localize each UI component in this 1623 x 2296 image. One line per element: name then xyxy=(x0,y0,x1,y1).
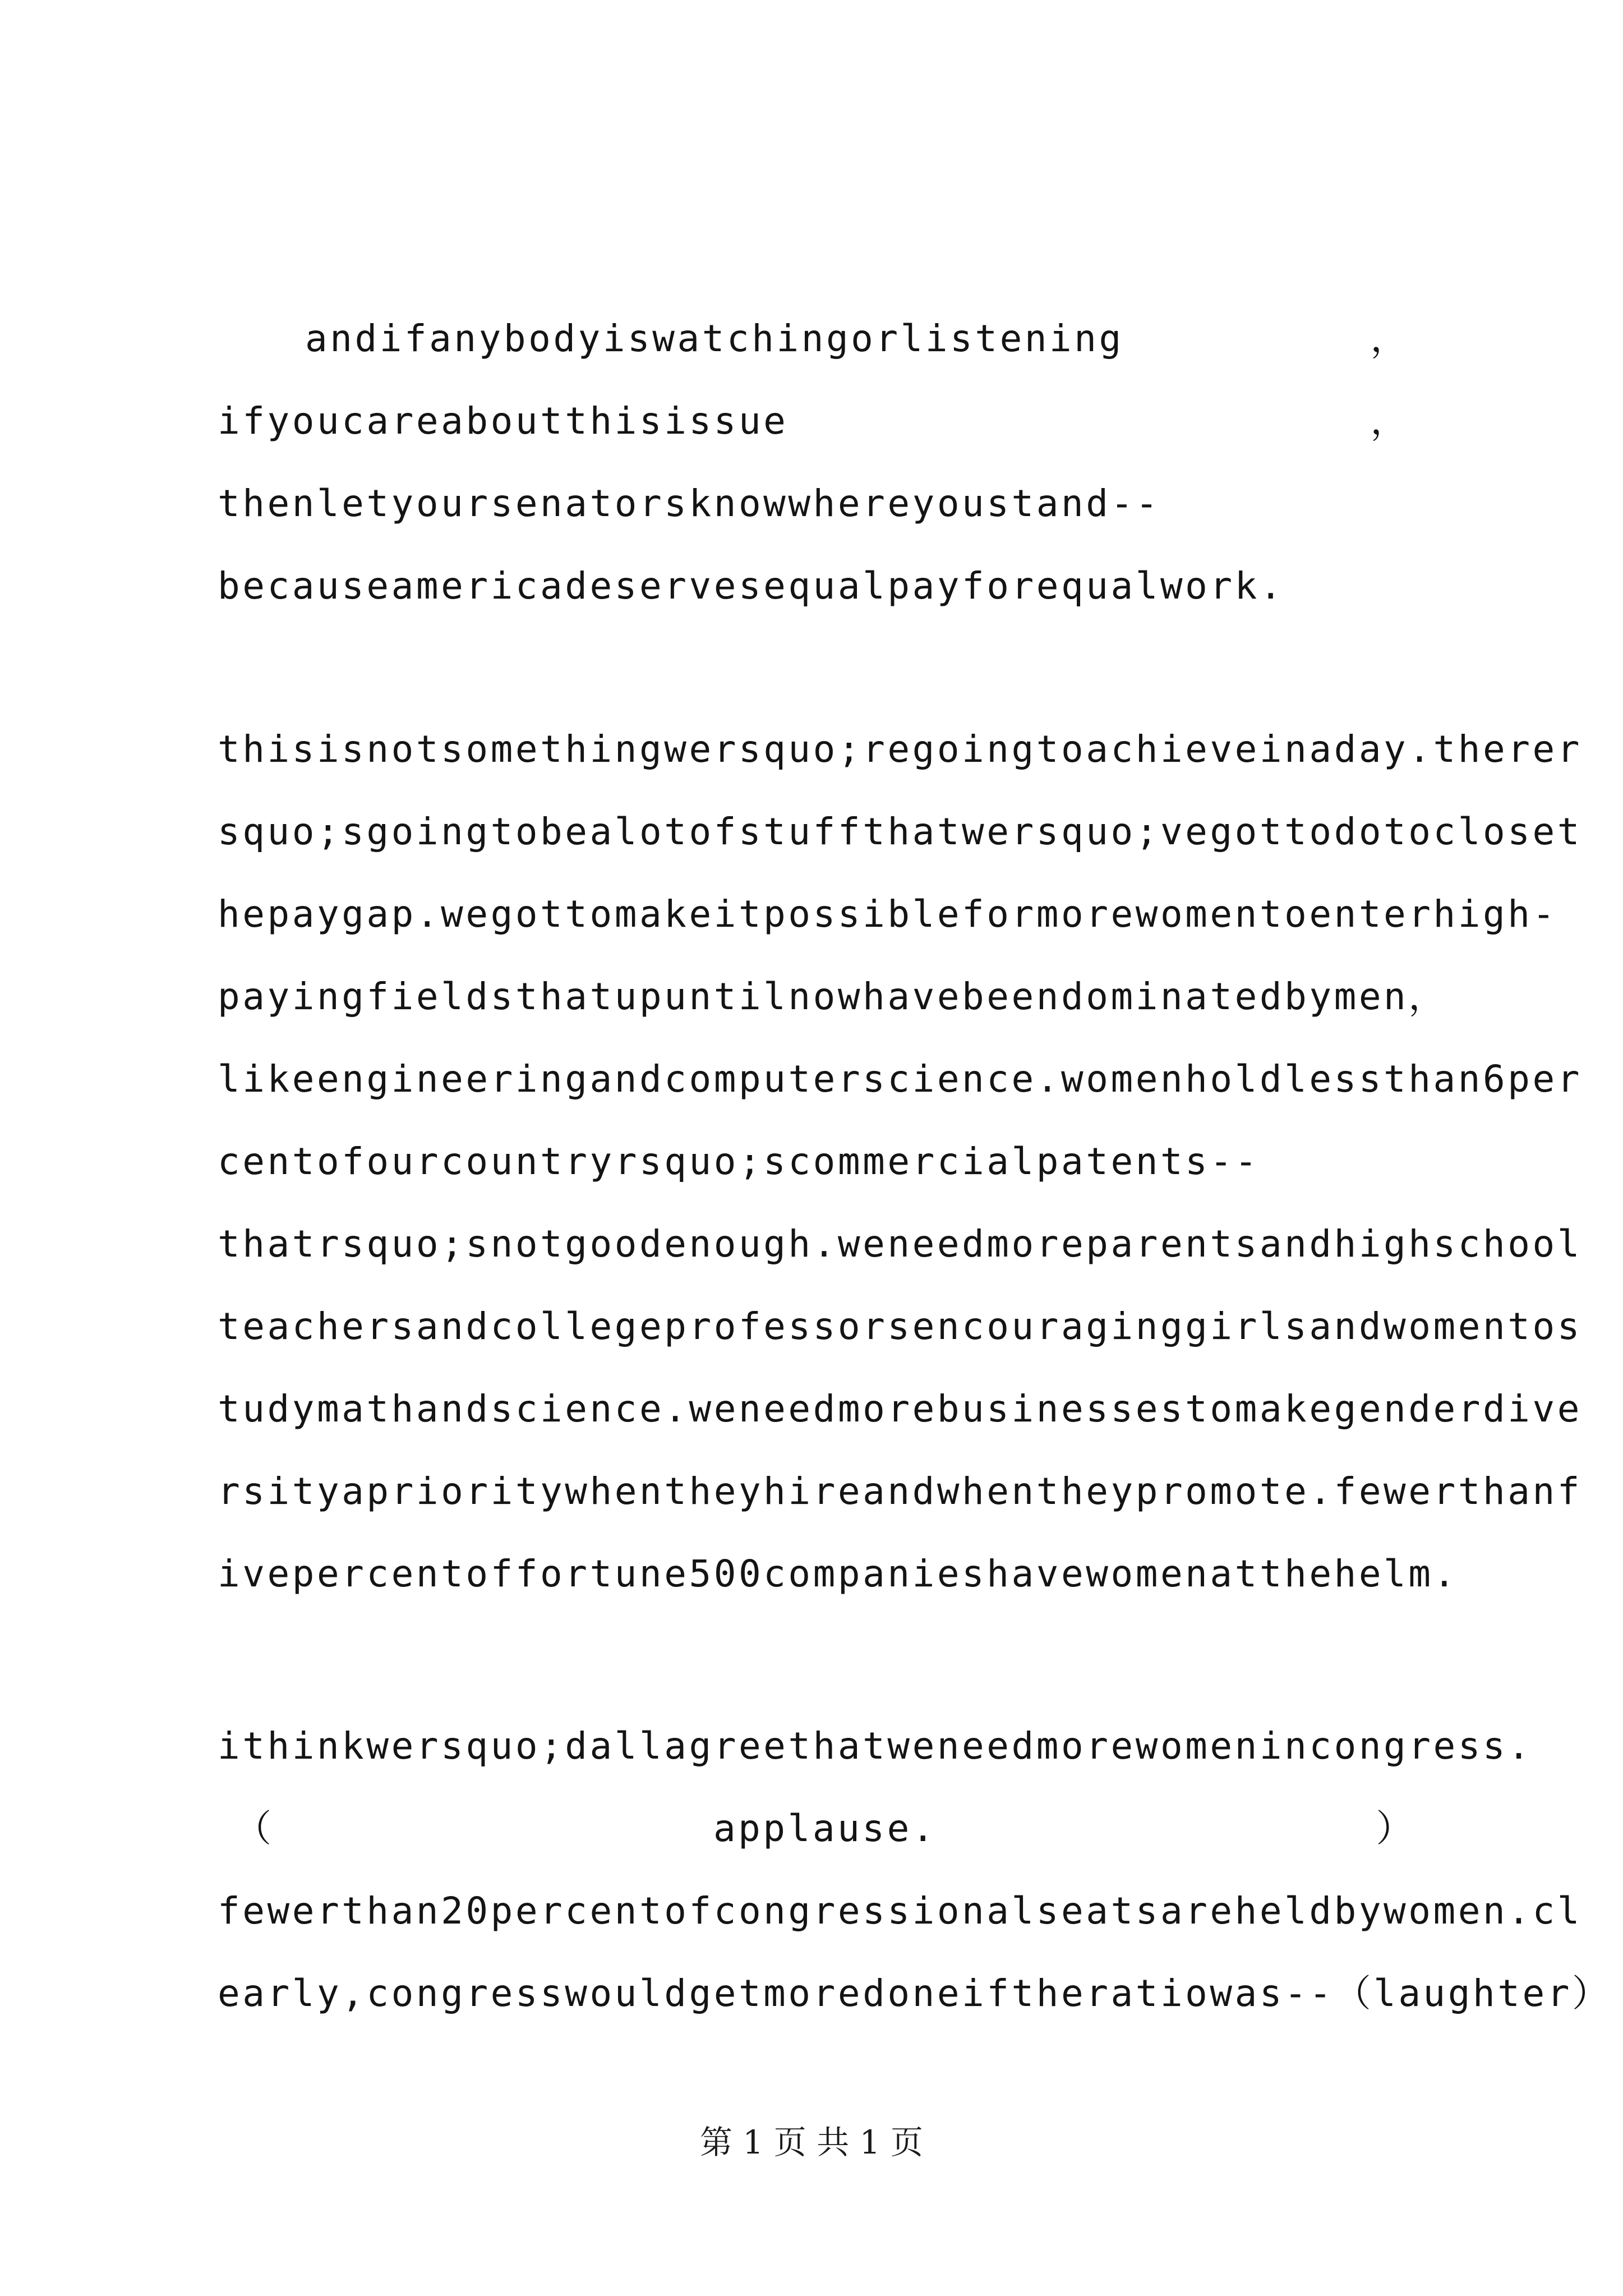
line-text: payingfieldsthatupuntilnowhavebeendominatedbymen xyxy=(218,975,1409,1018)
text-line: likeengineeringandcomputerscience.womenholdlessthan6per xyxy=(218,1057,1582,1101)
text-line: fewerthan20percentofcongressionalseatsareheldbywomen.cl xyxy=(218,1889,1582,1932)
paragraph-3 xyxy=(218,1705,1612,2035)
paragraph-1 xyxy=(218,297,1423,627)
close-paren: ） xyxy=(1376,1807,1415,1850)
text-line: becauseamericadeservesequalpayforequalwork. xyxy=(218,564,1285,608)
text-line: ivepercentoffortune500companieshavewomenatthehelm. xyxy=(218,1552,1458,1595)
text-line: ithinkwersquo;dallagreethatweneedmorewomenincongress. xyxy=(218,1724,1533,1768)
text-line xyxy=(218,297,1423,380)
text-line: hepaygap.wegottomakeitpossibleformorewomentoenterhigh- xyxy=(218,892,1557,936)
applause-note: applause. xyxy=(713,1807,937,1850)
text-line: teachersandcollegeprofessorsencouraginggirlsandwomentos xyxy=(218,1305,1582,1348)
paragraph-2 xyxy=(218,708,1582,1615)
page-number-label: 第 1 页 共 1 页 xyxy=(700,2123,923,2161)
line-text: andifanybodyiswatchingorlistening xyxy=(305,317,1124,360)
text-line: rsityaprioritywhentheyhireandwhentheypromote.fewerthanf xyxy=(218,1470,1582,1513)
text-line xyxy=(218,955,1448,1038)
text-line: thenletyoursenatorsknowwhereyoustand-- xyxy=(218,482,1160,525)
page-footer xyxy=(0,2123,1623,2162)
text-line: tudymathandscience.weneedmorebusinessestomakegenderdive xyxy=(218,1387,1582,1430)
line-punctuation: ， xyxy=(1408,975,1448,1018)
open-paren: （ xyxy=(234,1807,274,1850)
text-line: thisisnotsomethingwersquo;regoingtoachieveinaday.therer xyxy=(218,728,1582,771)
line-text: ifyoucareaboutthisissue xyxy=(218,399,789,443)
text-line xyxy=(218,380,1423,462)
text-line: thatrsquo;snotgoodenough.weneedmoreparentsandhighschool xyxy=(218,1222,1582,1266)
text-line: centofourcountryrsquo;scommercialpatents-- xyxy=(218,1140,1260,1183)
line-punctuation: ， xyxy=(1370,317,1410,360)
text-line: early,congresswouldgetmoredoneiftheratiowas--（laughter） xyxy=(218,1972,1612,2015)
line-punctuation: ， xyxy=(1370,399,1410,443)
text-line: squo;sgoingtobealotofstuffthatwersquo;vegottodotocloset xyxy=(218,810,1582,853)
text-line xyxy=(218,1787,1423,1870)
